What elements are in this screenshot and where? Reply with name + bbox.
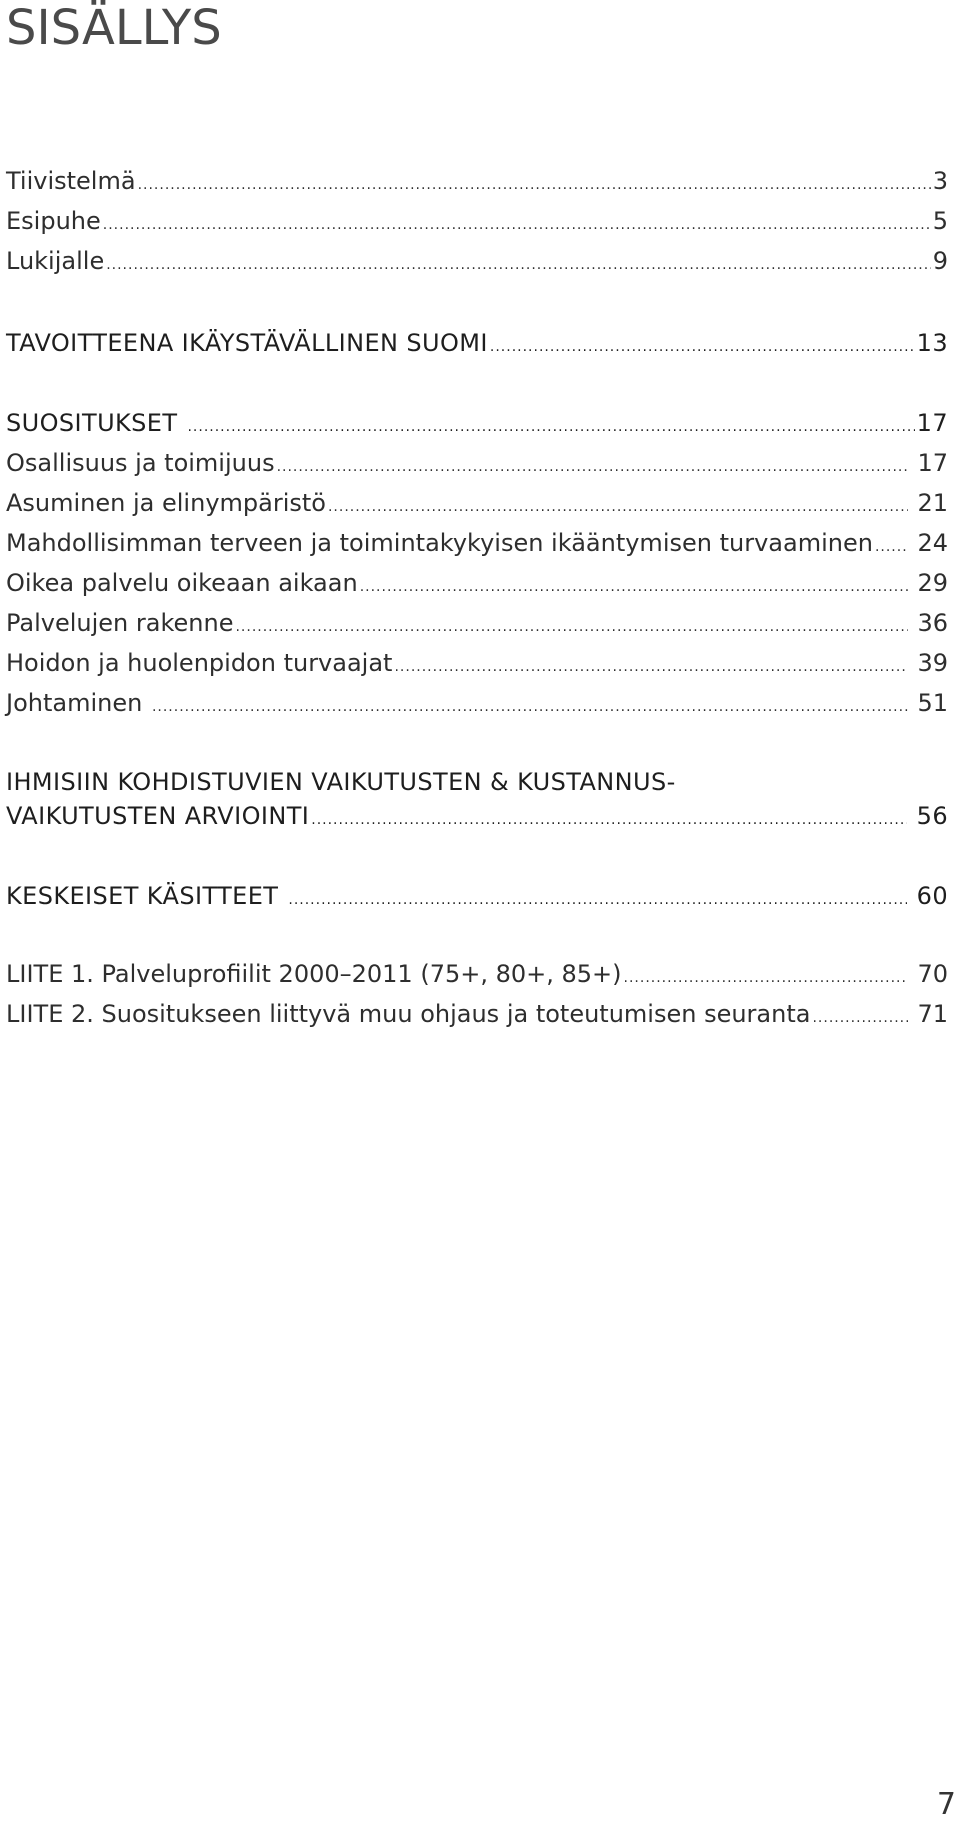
toc-entry-page: 5 bbox=[932, 207, 948, 235]
toc-entry-page: 24 bbox=[909, 529, 948, 557]
toc-entry-esipuhe[interactable] bbox=[6, 204, 948, 238]
toc-entry-page: 70 bbox=[909, 960, 948, 988]
toc-entry-suositukset[interactable] bbox=[6, 406, 948, 440]
toc-entry-johtaminen[interactable] bbox=[6, 686, 948, 720]
dot-leader bbox=[187, 410, 914, 444]
toc-entry-asuminen[interactable] bbox=[6, 486, 948, 520]
dot-leader bbox=[875, 530, 908, 564]
toc-entry-page: 60 bbox=[908, 882, 948, 910]
toc-entry-title: Oikea palvelu oikeaan aikaan bbox=[6, 569, 358, 597]
toc-entry-mahdollisimman[interactable] bbox=[6, 526, 948, 560]
dot-leader bbox=[490, 330, 915, 364]
toc-entry-title: Tiivistelmä bbox=[6, 167, 136, 195]
dot-leader bbox=[360, 570, 908, 604]
toc-entry-title: Johtaminen bbox=[6, 689, 150, 717]
toc-entry-page: 51 bbox=[909, 689, 948, 717]
dot-leader bbox=[277, 450, 908, 484]
page-title: SISÄLLYS bbox=[6, 0, 222, 56]
toc-entry-page: 13 bbox=[916, 329, 948, 357]
toc-entry-title-line1: IHMISIIN KOHDISTUVIEN VAIKUTUSTEN & KUSTANNUS- bbox=[6, 768, 676, 796]
toc-entry-oikea-palvelu[interactable] bbox=[6, 566, 948, 600]
toc-entry-title: LIITE 2. Suositukseen liittyvä muu ohjaus ja toteutumisen seuranta bbox=[6, 1000, 811, 1028]
toc-entry-tavoitteena[interactable] bbox=[6, 326, 948, 360]
toc-entry-page: 39 bbox=[909, 649, 948, 677]
toc-entry-vaikutusten-arviointi[interactable] bbox=[6, 799, 948, 833]
toc-entry-liite-1[interactable] bbox=[6, 957, 948, 991]
dot-leader bbox=[152, 690, 908, 724]
dot-leader bbox=[394, 650, 907, 684]
toc-entry-title: VAIKUTUSTEN ARVIOINTI bbox=[6, 802, 310, 830]
toc-entry-keskeiset-kasitteet[interactable] bbox=[6, 879, 948, 913]
dot-leader bbox=[106, 248, 931, 282]
toc-entry-title: KESKEISET KÄSITTEET bbox=[6, 882, 287, 910]
toc-entry-title: Palvelujen rakenne bbox=[6, 609, 234, 637]
toc-entry-lukijalle[interactable] bbox=[6, 244, 948, 278]
dot-leader bbox=[103, 208, 931, 242]
dot-leader bbox=[311, 803, 906, 837]
dot-leader bbox=[235, 610, 907, 644]
dot-leader bbox=[328, 490, 908, 524]
toc-entry-page: 29 bbox=[909, 569, 948, 597]
toc-entry-title: Lukijalle bbox=[6, 247, 105, 275]
toc-entry-title: Mahdollisimman terveen ja toimintakykyisen ikääntymisen turvaaminen bbox=[6, 529, 873, 557]
toc-entry-page: 9 bbox=[932, 247, 948, 275]
toc-entry-tiivistelma[interactable] bbox=[6, 164, 948, 198]
page-number: 7 bbox=[936, 1787, 956, 1822]
dot-leader bbox=[624, 961, 908, 995]
toc-entry-title: Esipuhe bbox=[6, 207, 101, 235]
toc-entry-page: 56 bbox=[908, 802, 948, 830]
dot-leader bbox=[812, 1001, 907, 1035]
toc-entry-title: LIITE 1. Palveluprofiilit 2000–2011 (75+, 80+, 85+) bbox=[6, 960, 622, 988]
toc-entry-liite-2[interactable] bbox=[6, 997, 948, 1031]
toc-entry-page: 36 bbox=[909, 609, 948, 637]
table-of-contents bbox=[6, 0, 948, 1830]
toc-entry-page: 17 bbox=[909, 449, 948, 477]
toc-entry-title: Asuminen ja elinympäristö bbox=[6, 489, 326, 517]
toc-entry-page: 21 bbox=[909, 489, 948, 517]
toc-entry-page: 71 bbox=[909, 1000, 948, 1028]
toc-entry-title: TAVOITTEENA IKÄYSTÄVÄLLINEN SUOMI bbox=[6, 329, 488, 357]
toc-entry-title: Osallisuus ja toimijuus bbox=[6, 449, 275, 477]
toc-entry-palvelujen-rakenne[interactable] bbox=[6, 606, 948, 640]
toc-entry-osallisuus[interactable] bbox=[6, 446, 948, 480]
toc-entry-page: 3 bbox=[932, 167, 948, 195]
dot-leader bbox=[288, 883, 906, 917]
toc-entry-title: SUOSITUKSET bbox=[6, 409, 186, 437]
toc-entry-page: 17 bbox=[916, 409, 948, 437]
toc-entry-title: Hoidon ja huolenpidon turvaajat bbox=[6, 649, 393, 677]
dot-leader bbox=[138, 168, 931, 202]
toc-entry-hoidon[interactable] bbox=[6, 646, 948, 680]
